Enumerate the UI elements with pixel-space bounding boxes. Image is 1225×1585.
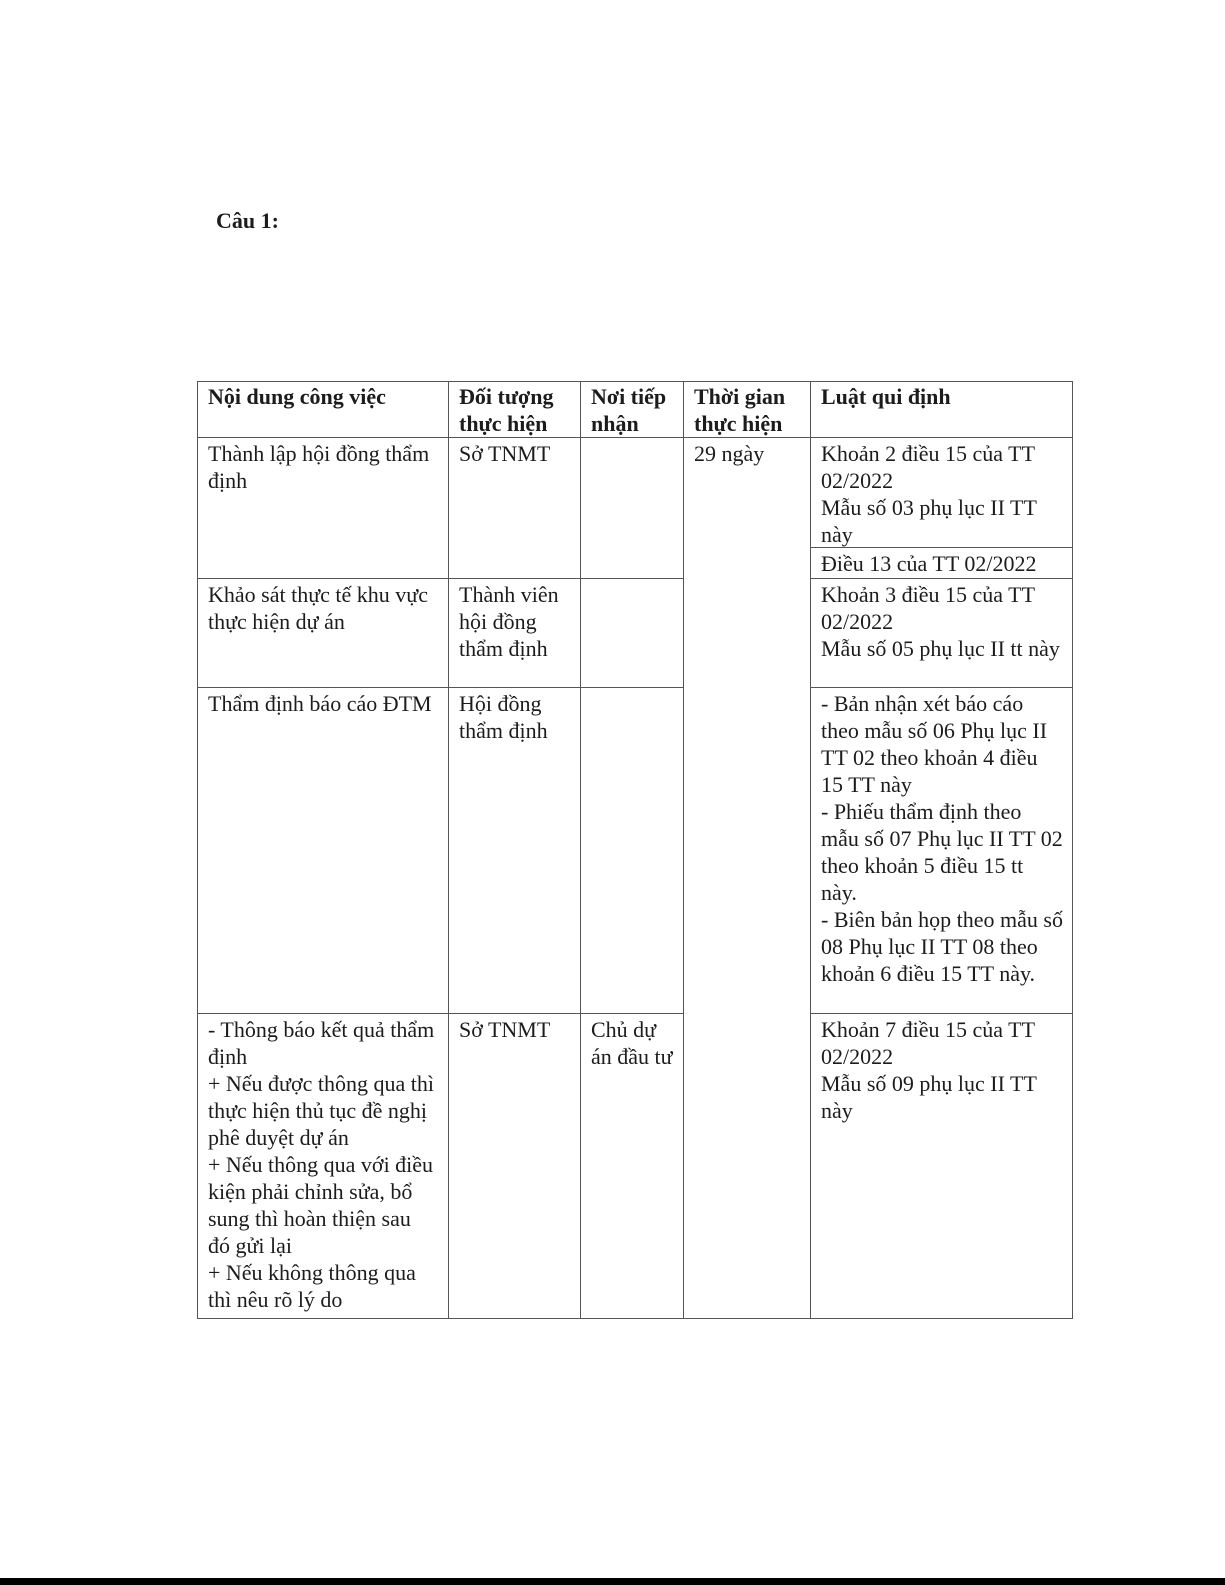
law-cell [811, 1014, 1073, 1319]
receiver-cell [581, 438, 684, 579]
task-cell [198, 438, 449, 579]
task-text: Khảo sát thực tế khu vực thực hiện dự án [208, 582, 428, 634]
task-text: + Nếu được thông qua thì thực hiện thủ tục đề nghị phê duyệt dự án [208, 1071, 434, 1150]
law-block [811, 688, 1072, 988]
procedure-table [197, 381, 1073, 1319]
actor-cell [449, 579, 581, 688]
receiver-text: Chủ dự án đầu tư [591, 1017, 673, 1069]
task-text: - Thông báo kết quả thẩm định [208, 1017, 435, 1069]
actor-cell [449, 1014, 581, 1319]
header-time: Thời gian thực hiện [684, 382, 811, 438]
receiver-cell [581, 1014, 684, 1319]
law-text: - Biên bản họp theo mẫu số 08 Phụ lục II TT 08 theo khoản 6 điều 15 TT này. [821, 907, 1063, 986]
law-text: Khoản 7 điều 15 của TT 02/2022 [821, 1017, 1035, 1069]
law-cell [811, 579, 1073, 688]
law-text: Mẫu số 09 phụ lục II TT này [821, 1071, 1037, 1123]
time-text: 29 ngày [694, 441, 765, 466]
law-text: Khoản 2 điều 15 của TT 02/2022 [821, 441, 1035, 493]
actor-text: Thành viên hội đồng thẩm định [459, 582, 559, 661]
task-text: + Nếu thông qua với điều kiện phải chỉnh sửa, bổ sung thì hoàn thiện sau đó gửi lại [208, 1152, 434, 1258]
question-heading: Câu 1: [216, 208, 279, 233]
law-cell [811, 438, 1073, 579]
law-cell [811, 688, 1073, 1014]
table-row [198, 1014, 1073, 1319]
actor-text: Hội đồng thẩm định [459, 691, 548, 743]
header-law: Luật qui định [811, 382, 1073, 438]
actor-cell [449, 688, 581, 1014]
header-actor: Đối tượng thực hiện [449, 382, 581, 438]
law-text: Mẫu số 03 phụ lục II TT này [821, 495, 1037, 547]
table-row [198, 579, 1073, 688]
time-cell [684, 438, 811, 1319]
receiver-cell [581, 688, 684, 1014]
actor-cell [449, 438, 581, 579]
task-cell [198, 579, 449, 688]
law-text: Khoản 3 điều 15 của TT 02/2022 [821, 582, 1035, 634]
law-text: - Bản nhận xét báo cáo theo mẫu số 06 Phụ lục II TT 02 theo khoản 4 điều 15 TT này [821, 691, 1048, 797]
task-cell [198, 1014, 449, 1319]
header-task: Nội dung công việc [198, 382, 449, 438]
task-text: Thẩm định báo cáo ĐTM [208, 691, 432, 716]
task-text: + Nếu không thông qua thì nêu rõ lý do [208, 1260, 416, 1312]
task-cell [198, 688, 449, 1014]
law-text: Mẫu số 05 phụ lục II tt này [821, 636, 1060, 661]
law-block [811, 1014, 1072, 1125]
law-text: Điều 13 của TT 02/2022 [821, 551, 1037, 576]
actor-text: Sở TNMT [459, 441, 551, 466]
law-block [811, 438, 1072, 547]
law-block [811, 579, 1072, 663]
law-block [811, 547, 1072, 578]
actor-text: Sở TNMT [459, 1017, 551, 1042]
table-row [198, 438, 1073, 579]
task-text: Thành lập hội đồng thẩm định [208, 441, 430, 493]
table-header-row [198, 382, 1073, 438]
table-row [198, 688, 1073, 1014]
header-receiver: Nơi tiếp nhận [581, 382, 684, 438]
receiver-cell [581, 579, 684, 688]
law-text: - Phiếu thẩm định theo mẫu số 07 Phụ lục II TT 02 theo khoản 5 điều 15 tt này. [821, 799, 1063, 905]
scan-bottom-edge [0, 1578, 1225, 1585]
